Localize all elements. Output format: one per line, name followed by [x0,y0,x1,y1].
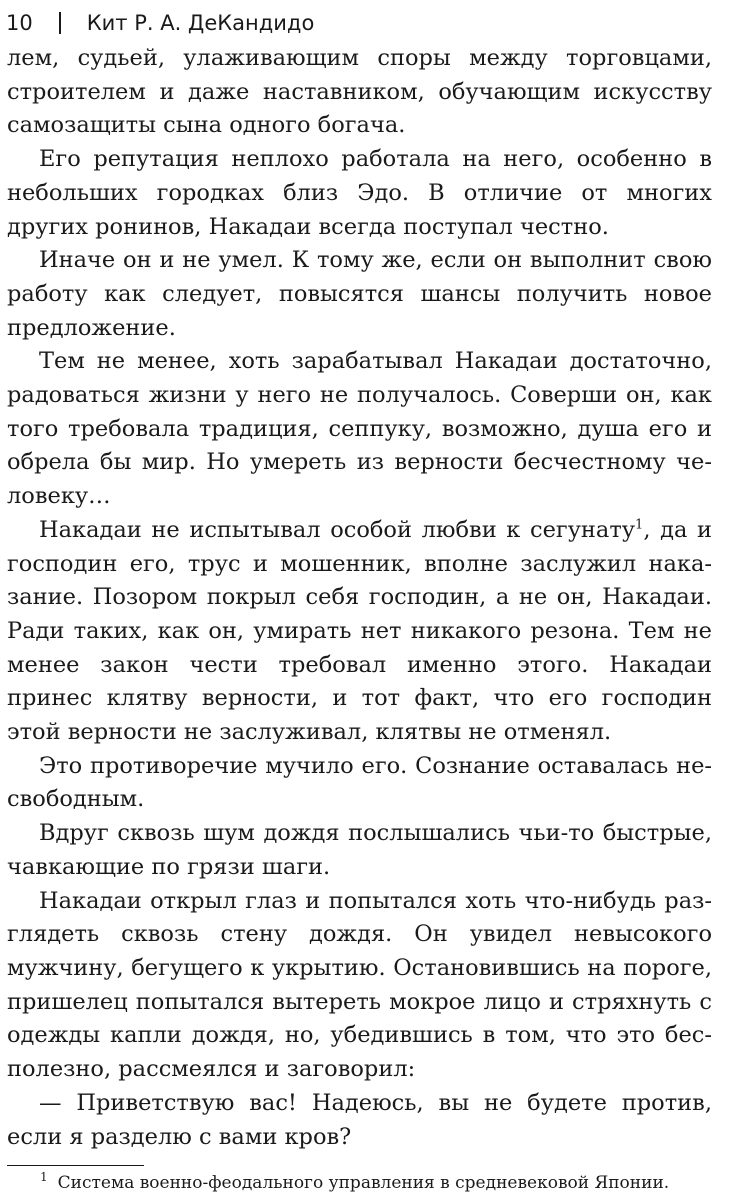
paragraph: Его репутация неплохо работала на него, особенно в небольших городках близ Эдо. В отличие от многих других ронинов, Накадаи всегда поступал честно. [7,146,712,240]
paragraph: Накадаи открыл глаз и попытался хоть что-нибудь разглядеть сквозь стену дождя. Он увидел невысокого мужчину, бегущего к укрытию. Остановившись на пороге, пришелец попытался вытереть мокрое лицо и стряхнуть с одежды капли дождя, но, убедившись в том, что это бесполезно, рассмеялся и заговорил: [7,887,712,1083]
running-header [6,6,314,40]
footnote-reference: 1 [635,517,644,533]
page-number: 10 [6,11,33,35]
footnote-marker: 1 [40,1170,48,1185]
footnote-divider [7,1165,144,1166]
paragraph: Иначе он и не умел. К тому же, если он выполнит свою работу как следует, повысятся шансы получить новое предложение. [7,247,712,341]
paragraph: лем, судьей, улаживающим споры между торговцами, строителем и даже наставником, обучающим искусству самозащиты сына одного богача. [7,45,712,139]
header-separator [59,12,61,34]
paragraph: — Приветствую вас! Надеюсь, вы не будете против, если я разделю с вами кров? [7,1089,712,1150]
paragraph-with-footnote-ref [7,514,712,750]
paragraph: Тем не менее, хоть зарабатывал Накадаи достаточно, радоваться жизни у него не получалось. Соверши он, как того требовала традиция, сеппуку, возможно, душа его и обрела бы мир. Но умереть из верности бесчестному человеку… [7,348,712,510]
body-text [7,42,712,1154]
running-header-author: Кит Р. А. ДеКандидо [86,11,315,35]
footnote-text: Система военно-феодального управления в средневековой Японии. [57,1173,670,1193]
paragraph-text: , да и господин его, трус и мошенник, вполне заслужил наказание. Позором покрыл себя господин, а не он, Накадаи. Ради таких, как он, умирать нет никакого резона. Тем не менее закон чести требовал именно этого. Накадаи принес клятву верности, и тот факт, что его господин этой верности не заслуживал, клятвы не отменял. [7,516,712,746]
footnote [40,1171,720,1195]
paragraph: Вдруг сквозь шум дождя послышались чьи-то быстрые, чавкающие по грязи шаги. [7,820,712,880]
paragraph: Это противоречие мучило его. Сознание оставалась несвободным. [7,752,712,813]
paragraph-text: Накадаи не испытывал особой любви к сегунату [39,516,636,543]
